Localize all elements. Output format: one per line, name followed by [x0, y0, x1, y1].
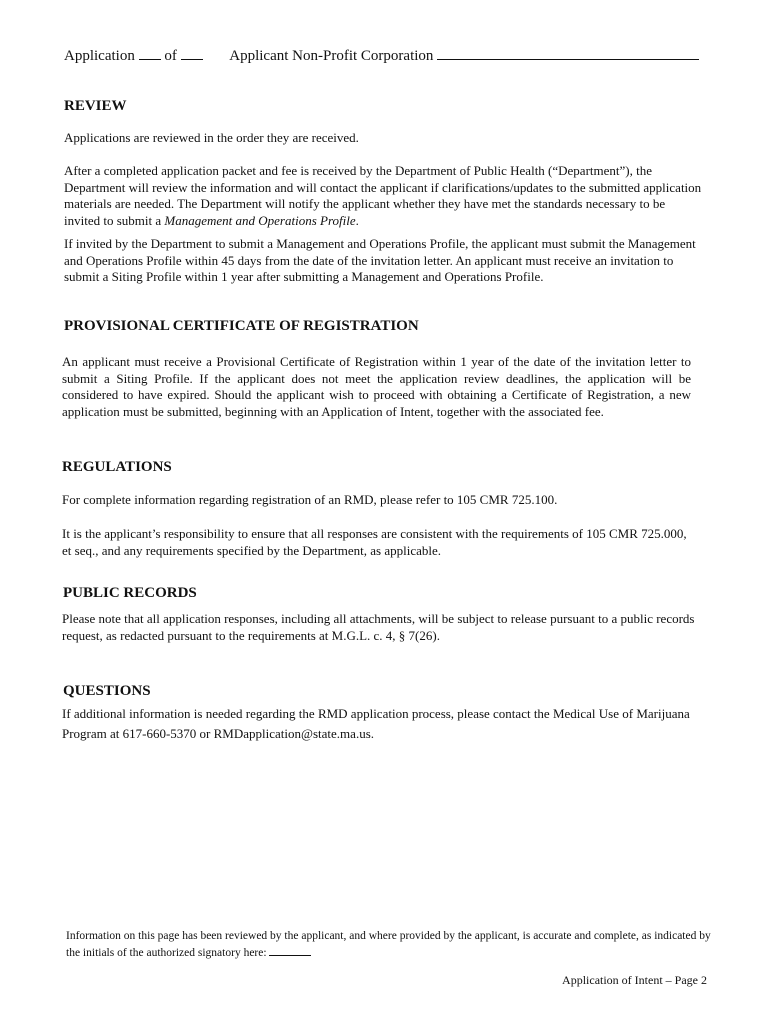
- questions-heading: QUESTIONS: [63, 683, 151, 699]
- questions-paragraph: If additional information is needed regarding the RMD application process, please contact the Medical Use of Marijuana Program at 617-660-5370 or RMDapplication@state.ma.us.: [62, 706, 690, 741]
- public-records-paragraph: Please note that all application responses, including all attachments, will be subject to release pursuant to a public records request, as redacted pursuant to the requirements at M.G.L. c. 4, § 7(26).: [62, 611, 695, 643]
- review-paragraph-1: Applications are reviewed in the order they are received.: [64, 130, 359, 145]
- corporation-label: Applicant Non-Profit Corporation: [229, 48, 434, 64]
- regulations-paragraph-1: For complete information regarding registration of an RMD, please refer to 105 CMR 725.100.: [62, 492, 558, 507]
- application-header: [64, 45, 699, 65]
- signatory-initials-field[interactable]: [269, 944, 311, 956]
- review-heading: REVIEW: [64, 98, 127, 114]
- of-label: of: [164, 48, 177, 64]
- application-number-field[interactable]: [139, 45, 161, 60]
- page-label: Application of Intent – Page 2: [562, 973, 707, 987]
- review-paragraph-2: [64, 163, 704, 229]
- review-paragraph-2-text: After a completed application packet and fee is received by the Department of Public Health (“Department”), the Department will review the information and will contact the applicant if clarifications/updates to the submitted application materials are needed. The Department will notify the applicant whether they have met the standards necessary to be invited to submit a: [64, 163, 702, 228]
- review-paragraph-3: If invited by the Department to submit a Management and Operations Profile, the applicant must submit the Management and Operations Profile within 45 days from the date of the invitation letter. An applicant must receive an invitation to submit a Siting Profile within 1 year after submitting a Management and Operations Profile.: [64, 236, 696, 284]
- application-label: Application: [64, 48, 135, 64]
- review-paragraph-2-emphasis: Management and Operations Profile: [164, 212, 356, 228]
- public-records-heading: PUBLIC RECORDS: [63, 585, 197, 601]
- provisional-heading: PROVISIONAL CERTIFICATE OF REGISTRATION: [64, 318, 419, 334]
- corporation-name-field[interactable]: [437, 45, 699, 60]
- review-paragraph-2-end: .: [355, 212, 359, 228]
- regulations-paragraph-2: It is the applicant’s responsibility to ensure that all responses are consistent with the requirements of 105 CMR 725.000, et seq., and any requirements specified by the Department, as applicable.: [62, 526, 687, 558]
- regulations-heading: REGULATIONS: [62, 459, 172, 475]
- application-total-field[interactable]: [181, 45, 203, 60]
- attestation-statement: Information on this page has been reviewed by the applicant, and where provided by the applicant, is accurate and complete, as indicated by the initials of the authorized signatory here:: [66, 930, 711, 959]
- attestation-text: [66, 929, 712, 961]
- provisional-paragraph: An applicant must receive a Provisional Certificate of Registration within 1 year of the date of the invitation letter to submit a Siting Profile. If the applicant does not meet the application review deadlines, the application will be considered to have expired. Should the applicant wish to proceed with obtaining a Certificate of Registration, a new application must be submitted, beginning with an Application of Intent, together with the associated fee.: [62, 354, 691, 419]
